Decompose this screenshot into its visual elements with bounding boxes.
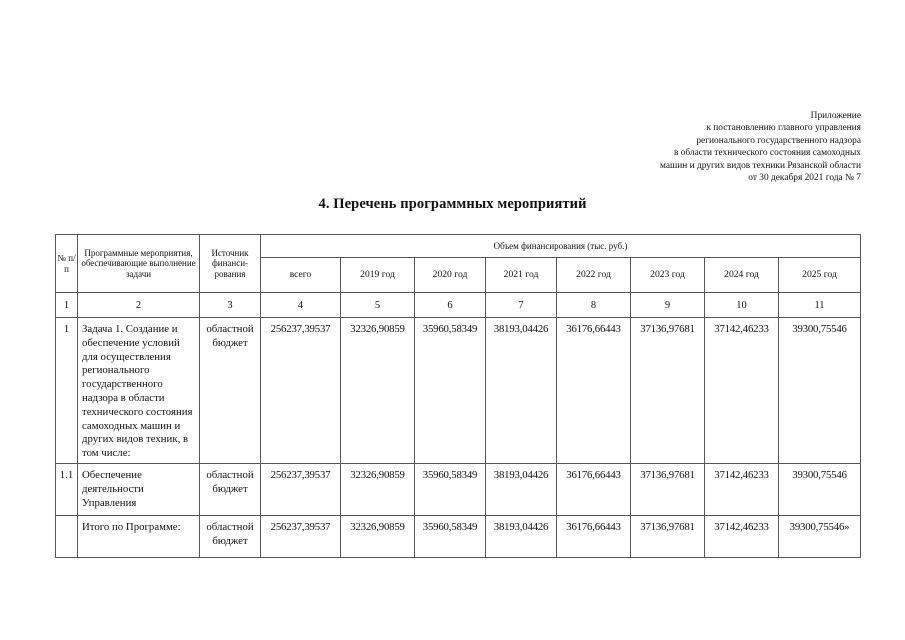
- header-year: 2019 год: [341, 258, 415, 293]
- row-number: 1.1: [56, 463, 78, 515]
- row-number: [56, 515, 78, 557]
- index-cell: 8: [557, 293, 631, 318]
- value-2024: 37142,46233: [705, 463, 779, 515]
- value-2020: 35960,58349: [415, 318, 486, 464]
- table-row-task-1: [56, 318, 861, 464]
- header-row: [56, 235, 861, 258]
- index-cell: 7: [486, 293, 557, 318]
- table-row-1-1: [56, 463, 861, 515]
- value-2021: 38193,04426: [486, 318, 557, 464]
- row-activity: Задача 1. Создание и обеспечение условий для осуществления регионального государственного надзора в области технического состояния самоходных машин и других видов техник, в том числе:: [78, 318, 200, 464]
- index-cell: 11: [779, 293, 861, 318]
- index-cell: 3: [200, 293, 261, 318]
- appendix-line: от 30 декабря 2021 года № 7: [748, 173, 861, 184]
- value-2023: 37136,97681: [631, 515, 705, 557]
- index-cell: 2: [78, 293, 200, 318]
- appendix-line: регионального государственного надзора: [696, 135, 861, 146]
- value-2022: 36176,66443: [557, 318, 631, 464]
- header-year: 2023 год: [631, 258, 705, 293]
- index-cell: 1: [56, 293, 78, 318]
- appendix-line: Приложение: [810, 111, 861, 121]
- index-cell: 5: [341, 293, 415, 318]
- index-cell: 9: [631, 293, 705, 318]
- value-2025: 39300,75546: [779, 463, 861, 515]
- row-source: областной бюджет: [200, 318, 261, 464]
- row-activity: Итого по Программе:: [78, 515, 200, 557]
- value-2020: 35960,58349: [415, 515, 486, 557]
- header-year: 2021 год: [486, 258, 557, 293]
- table-row-total: [56, 515, 861, 557]
- value-2024: 37142,46233: [705, 318, 779, 464]
- header-year: 2020 год: [415, 258, 486, 293]
- value-total: 256237,39537: [261, 318, 341, 464]
- value-2023: 37136,97681: [631, 318, 705, 464]
- value-2019: 32326,90859: [341, 463, 415, 515]
- value-total: 256237,39537: [261, 515, 341, 557]
- row-number: 1: [56, 318, 78, 464]
- header-total: всего: [261, 258, 341, 293]
- appendix-line: в области технического состояния самоходных: [673, 148, 861, 159]
- value-2020: 35960,58349: [415, 463, 486, 515]
- value-2019: 32326,90859: [341, 318, 415, 464]
- header-funding: Объем финансирования (тыс. руб.): [261, 235, 861, 258]
- appendix-line: машин и других видов техники Рязанской области: [659, 160, 861, 171]
- value-2019: 32326,90859: [341, 515, 415, 557]
- value-2021: 38193,04426: [486, 463, 557, 515]
- header-num: № п/п: [56, 235, 78, 293]
- value-2022: 36176,66443: [557, 463, 631, 515]
- appendix-line: к постановлению главного управления: [706, 123, 861, 134]
- activities-table: [55, 234, 861, 558]
- value-2023: 37136,97681: [631, 463, 705, 515]
- header-year: 2022 год: [557, 258, 631, 293]
- index-cell: 6: [415, 293, 486, 318]
- header-activity: Программные мероприятия, обеспечивающие выполнение задачи: [78, 235, 200, 293]
- value-2024: 37142,46233: [705, 515, 779, 557]
- row-source: областной бюджет: [200, 515, 261, 557]
- appendix-header: [541, 110, 861, 184]
- index-cell: 4: [261, 293, 341, 318]
- value-2025: 39300,75546»: [779, 515, 861, 557]
- value-2022: 36176,66443: [557, 515, 631, 557]
- value-2021: 38193,04426: [486, 515, 557, 557]
- header-source: Источник финанси-рования: [200, 235, 261, 293]
- document-title: 4. Перечень программных мероприятий: [318, 196, 587, 212]
- value-total: 256237,39537: [261, 463, 341, 515]
- header-year: 2025 год: [779, 258, 861, 293]
- row-source: областной бюджет: [200, 463, 261, 515]
- index-cell: 10: [705, 293, 779, 318]
- row-activity: Обеспечение деятельности Управления: [78, 463, 200, 515]
- column-index-row: [56, 293, 861, 318]
- value-2025: 39300,75546: [779, 318, 861, 464]
- header-year: 2024 год: [705, 258, 779, 293]
